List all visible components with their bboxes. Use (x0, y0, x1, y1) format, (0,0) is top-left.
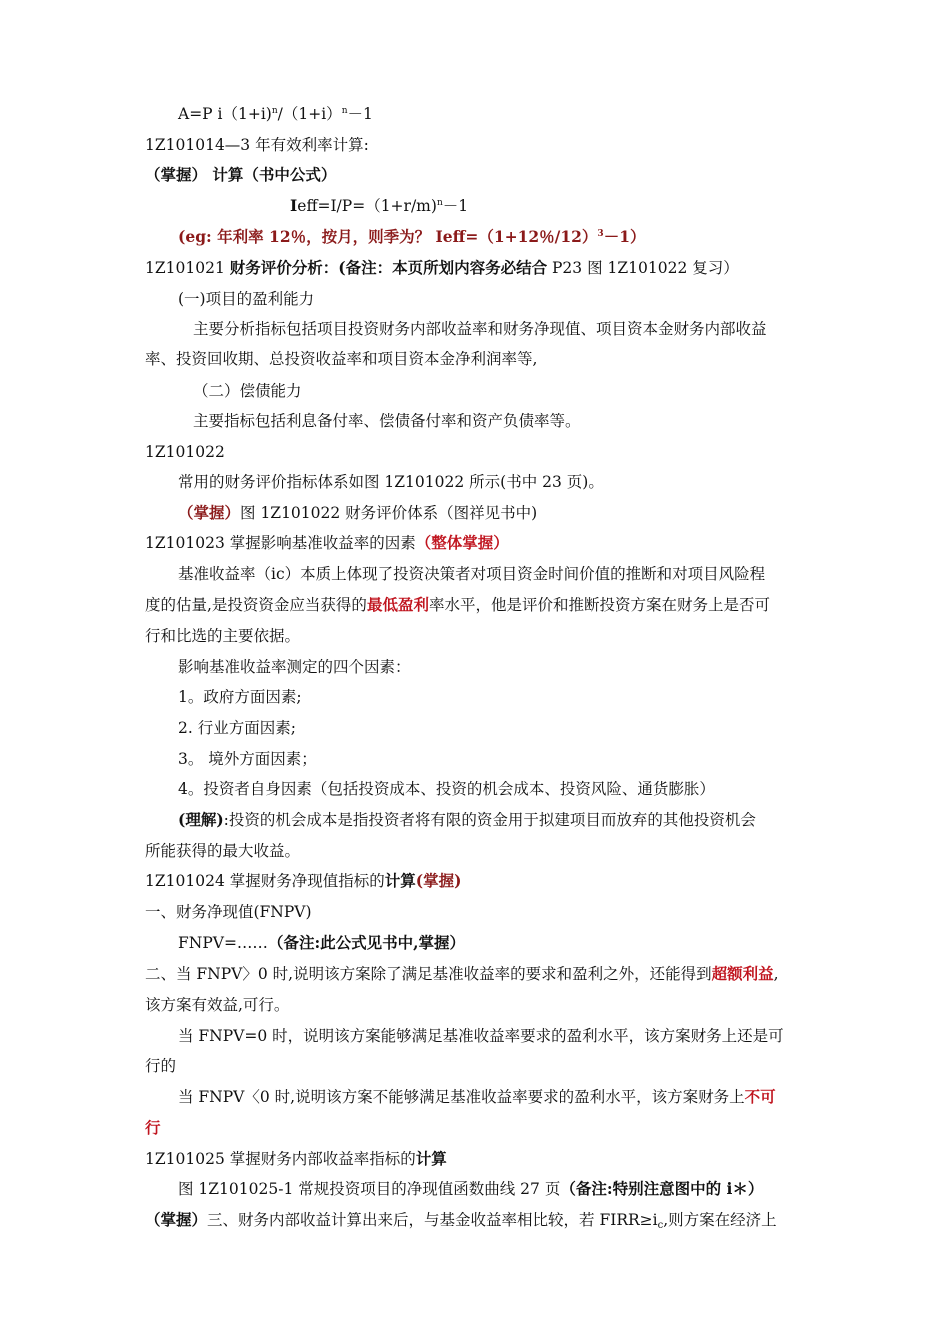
formula-fnpv (178, 932, 465, 954)
formula-part: eff=I/P=（1+r/m) (297, 197, 437, 215)
highlight-text: 最低盈利 (366, 595, 429, 614)
subheading: （二）偿债能力 (193, 382, 302, 400)
paragraph-line: 主要指标包括利息备付率、偿债备付率和资产负债率等。 (193, 412, 581, 430)
list-item: 2. 行业方面因素; (178, 719, 296, 737)
section-title: 1Z101024 掌握财务净现值指标的 (145, 872, 385, 890)
paragraph-line (178, 1178, 763, 1200)
formula-part: /（1+i） (277, 105, 342, 123)
list-item: 1。政府方面因素; (178, 688, 302, 706)
superscript: n (271, 106, 278, 116)
paragraph-line (145, 963, 779, 985)
paragraph-line (145, 594, 770, 616)
paragraph-line: 行的 (145, 1057, 177, 1075)
paragraph-line (145, 1209, 777, 1231)
paragraph-text: 当 FNPV〈0 时,说明该方案不能够满足基准收益率要求的盈利水平，该方案财务上 (178, 1088, 745, 1106)
list-item: 4。投资者自身因素（包括投资成本、投资的机会成本、投资风险、通货膨胀） (178, 780, 715, 798)
example-text: (eg: 年利率 12％，按月，则季为？ Ieff=（1+12％/12） (178, 227, 598, 246)
section-heading (145, 532, 509, 554)
paragraph-line (178, 502, 537, 524)
paragraph-text: 图 1Z101025-1 常规投资项目的净现值函数曲线 27 页 (178, 1180, 561, 1198)
superscript: 3 (597, 229, 604, 239)
paragraph-text: 二、当 FNPV〉0 时,说明该方案除了满足基准收益率的要求和盈利之外，还能得到 (145, 965, 712, 983)
section-heading: 1Z101022 (145, 443, 225, 461)
paragraph-line: 常用的财务评价指标体系如图 1Z101022 所示(书中 23 页)。 (178, 473, 604, 491)
bold-text: 计算 (415, 1149, 447, 1168)
formula-part: A=P i（1+i) (178, 105, 272, 123)
highlight-text: 不可 (744, 1087, 776, 1106)
paragraph-text: :投资的机会成本是指投资者将有限的资金用于拟建项目而放弃的其他投资机会 (223, 811, 756, 829)
paragraph-text: 率水平，他是评价和推断投资方案在财务上是否可 (428, 596, 770, 614)
paragraph-text: , (773, 965, 779, 983)
section-title: 1Z101025 掌握财务内部收益率指标的 (145, 1150, 416, 1168)
formula-ieff (290, 195, 468, 217)
paragraph-line: 所能获得的最大收益。 (145, 842, 301, 860)
example-note (178, 226, 645, 248)
paragraph-line: 主要分析指标包括项目投资财务内部收益率和财务净现值、项目资本金财务内部收益 (193, 320, 767, 338)
list-item: 3。 境外方面因素； (178, 750, 317, 768)
section-heading (145, 870, 461, 892)
section-code: 1Z101021 (145, 259, 230, 277)
mastery-tag: （整体掌握） (415, 533, 509, 552)
paragraph-line: 当 FNPV=0 时，说明该方案能够满足基准收益率要求的盈利水平，该方案财务上还是可 (178, 1027, 784, 1045)
formula-part: FNPV=…… (178, 934, 268, 952)
paragraph-text: 三、财务内部收益计算出来后，与基金收益率相比较，若 FIRR≥i (207, 1211, 658, 1229)
subscript: c (657, 1220, 664, 1231)
remark-text: （备注:特别注意图中的 i＊） (560, 1179, 764, 1198)
paragraph-line: 行和比选的主要依据。 (145, 627, 301, 645)
superscript: n (341, 106, 348, 116)
subheading: 一、财务净现值(FNPV) (145, 903, 312, 921)
paragraph-text: 度的估量,是投资资金应当获得的 (145, 596, 367, 614)
section-heading: 1Z101014—3 年有效利率计算: (145, 136, 369, 154)
understand-tag: (理解) (178, 810, 224, 829)
formula-part: －1 (347, 105, 373, 123)
mastery-tag: (掌握) (415, 871, 462, 890)
paragraph-text: ,则方案在经济上 (663, 1211, 777, 1229)
paragraph-line: 基准收益率（ic）本质上体现了投资决策者对项目资金时间价值的推断和对项目风险程 (178, 565, 766, 583)
highlight-text: 行 (145, 1118, 161, 1137)
mastery-tag: （掌握） (178, 503, 241, 522)
formula-part: I (290, 196, 298, 215)
paragraph-line: 影响基准收益率测定的四个因素： (178, 658, 411, 676)
formula-part: －1 (442, 197, 469, 215)
superscript: n (436, 198, 443, 208)
section-heading (145, 257, 739, 279)
section-ref: P23 图 1Z101022 复习） (547, 259, 739, 277)
mastery-tag: （掌握） (145, 1210, 208, 1229)
formula-annuity (178, 103, 373, 125)
paragraph-line: 该方案有效益,可行。 (145, 996, 290, 1014)
subheading: (一)项目的盈利能力 (178, 290, 315, 308)
paragraph-text: 图 1Z101022 财务评价体系（图祥见书中) (240, 504, 538, 522)
paragraph-line: 率、投资回收期、总投资收益率和项目资本金净利润率等, (145, 350, 538, 368)
section-title: 1Z101023 掌握影响基准收益率的因素 (145, 534, 416, 552)
section-heading (145, 1148, 447, 1170)
paragraph-line (178, 809, 756, 831)
section-title: 财务评价分析：(备注：本页所划内容务必结合 (229, 258, 548, 277)
paragraph-line (178, 1086, 776, 1108)
example-text: －1） (603, 227, 646, 246)
mastery-note: （掌握） 计算（书中公式） (145, 165, 337, 184)
highlight-text: 超额利益 (711, 964, 774, 983)
remark-text: （备注:此公式见书中,掌握） (267, 933, 466, 952)
bold-text: 计算 (384, 871, 416, 890)
